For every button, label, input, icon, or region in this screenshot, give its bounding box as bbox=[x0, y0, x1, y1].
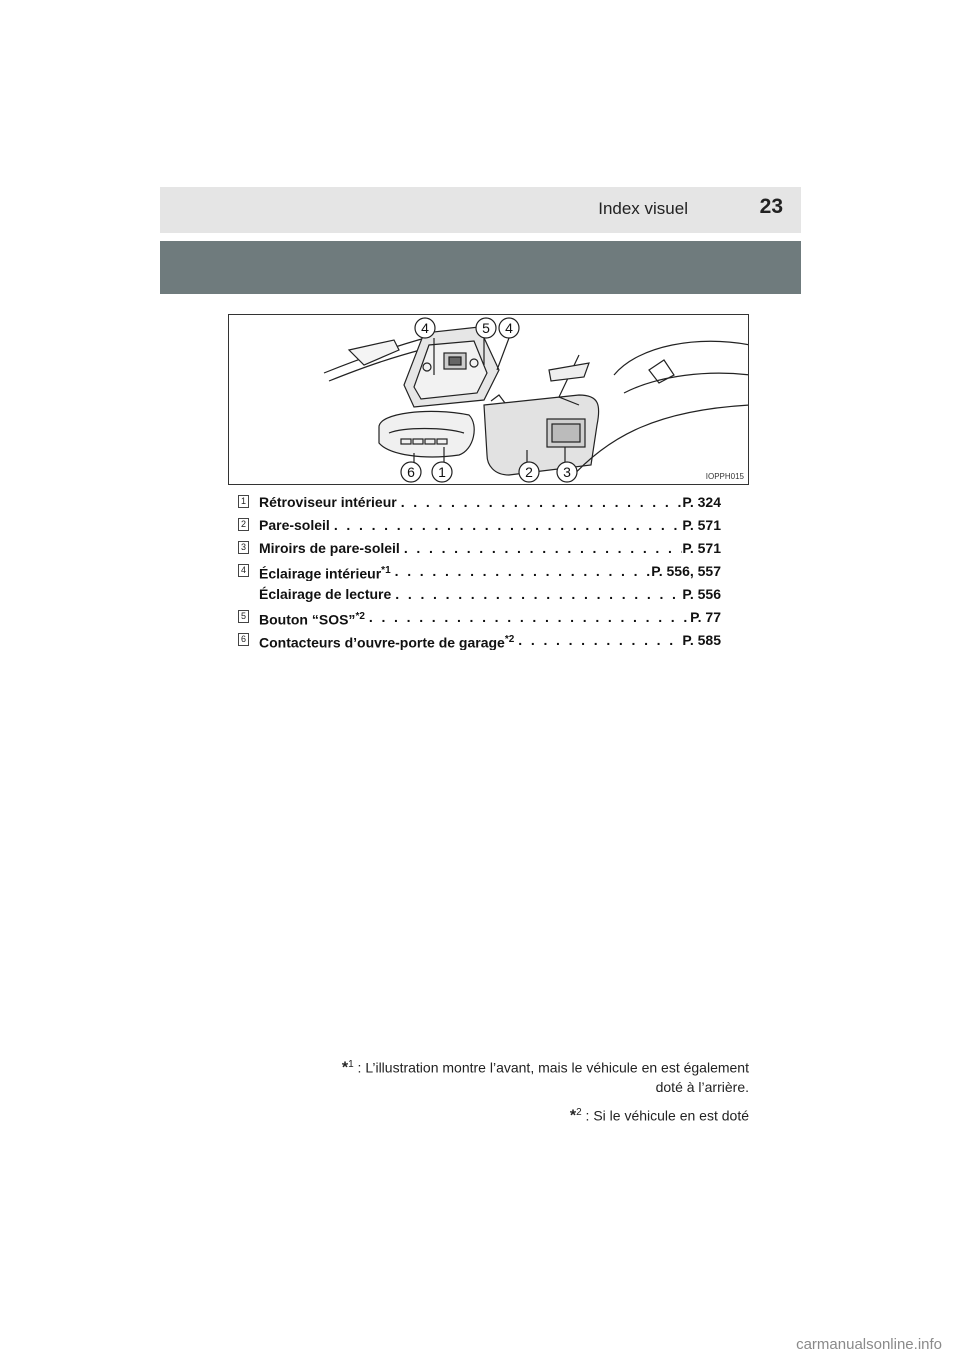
item-number: 4 bbox=[238, 564, 249, 577]
component-list bbox=[238, 492, 728, 653]
item-number: 1 bbox=[238, 495, 249, 508]
page-header bbox=[160, 187, 801, 233]
callout-2: 2 bbox=[525, 464, 533, 480]
footnote-mark: *2 bbox=[504, 634, 515, 645]
item-number: 3 bbox=[238, 541, 249, 554]
item-number: 2 bbox=[238, 518, 249, 531]
watermark: carmanualsonline.info bbox=[796, 1336, 942, 1353]
item-label: Pare-soleil bbox=[259, 517, 330, 533]
footnote-1: *$^1$ : L’illustration montre l’avant, mais le véhicule en est également doté à l’arrière. bbox=[341, 1059, 749, 1095]
page-reference[interactable]: P. 571 bbox=[682, 517, 721, 533]
section-title: Index visuel bbox=[598, 199, 688, 218]
figure-code: IOPPH015 bbox=[705, 472, 744, 481]
item-label: Rétroviseur intérieur bbox=[259, 494, 397, 510]
callout-5: 5 bbox=[482, 320, 490, 336]
callout-1: 1 bbox=[438, 464, 446, 480]
item-label: Contacteurs d’ouvre-porte de garage bbox=[259, 634, 505, 650]
list-item bbox=[238, 515, 728, 538]
illustration-drawing bbox=[229, 315, 749, 485]
list-item bbox=[238, 630, 728, 653]
item-label: Bouton “SOS” bbox=[259, 611, 356, 627]
section-band bbox=[160, 241, 801, 294]
page-reference[interactable]: P. 77 bbox=[690, 609, 721, 625]
page-reference[interactable]: P. 556 bbox=[682, 586, 721, 602]
list-item bbox=[238, 538, 728, 561]
item-label: Éclairage de lecture bbox=[259, 586, 392, 602]
item-number: 5 bbox=[238, 610, 249, 623]
footnote-mark: *2 bbox=[355, 611, 365, 622]
footnote-mark: *1 bbox=[381, 565, 391, 576]
page-reference[interactable]: P. 585 bbox=[682, 632, 721, 648]
callout-4-right: 4 bbox=[505, 320, 513, 336]
page-number: 23 bbox=[759, 195, 783, 218]
item-label: Éclairage intérieur bbox=[259, 565, 382, 581]
footnote-2: *$^2$ : Si le véhicule en est doté bbox=[569, 1106, 749, 1125]
list-item bbox=[238, 607, 728, 630]
list-item bbox=[238, 492, 728, 515]
footnotes bbox=[279, 1056, 749, 1133]
list-item bbox=[238, 561, 728, 607]
callout-3: 3 bbox=[563, 464, 571, 480]
overhead-console-illustration bbox=[228, 314, 749, 485]
callout-4-left: 4 bbox=[421, 320, 429, 336]
page-reference[interactable]: P. 571 bbox=[682, 540, 721, 556]
item-number: 6 bbox=[238, 633, 249, 646]
item-label: Miroirs de pare-soleil bbox=[259, 540, 400, 556]
page-reference[interactable]: P. 556, 557 bbox=[651, 563, 721, 579]
page-reference[interactable]: P. 324 bbox=[682, 494, 721, 510]
callout-6: 6 bbox=[407, 464, 415, 480]
